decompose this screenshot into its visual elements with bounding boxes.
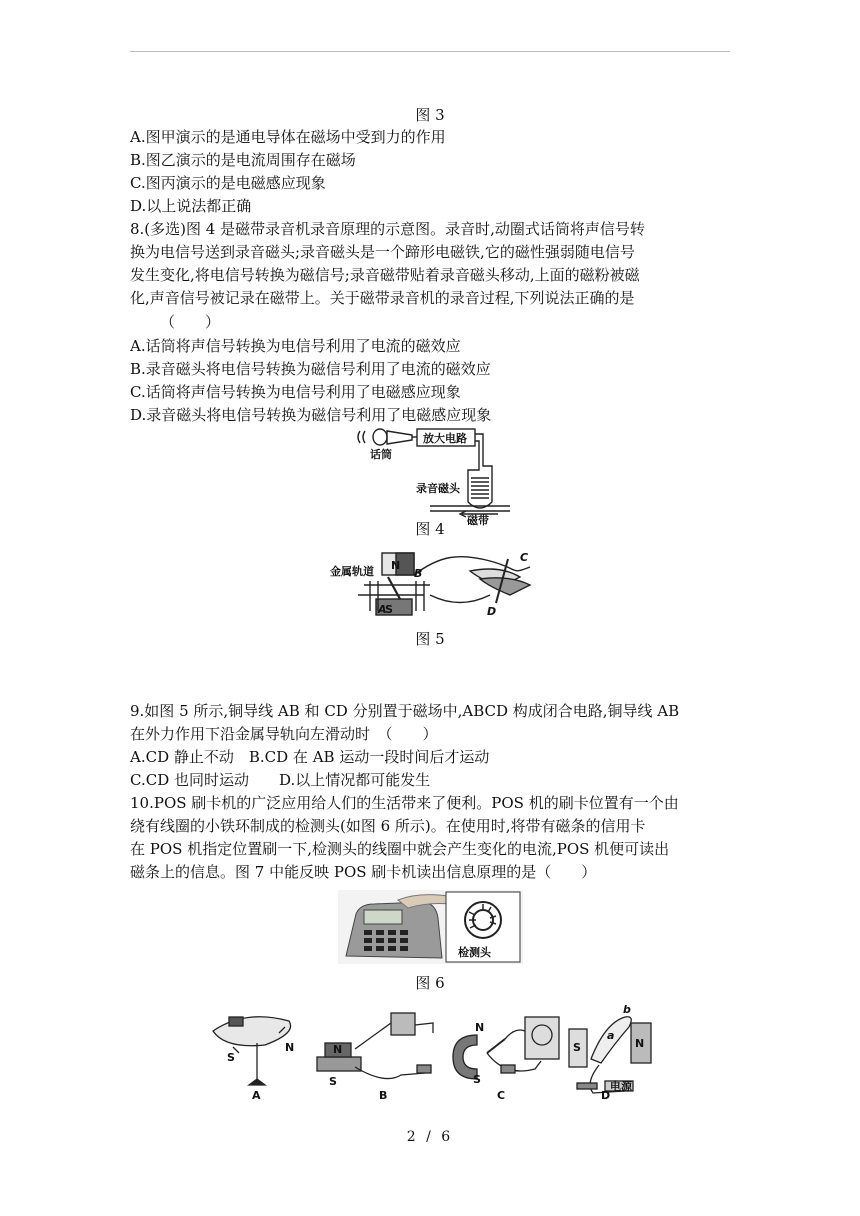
fig7-d-power-label: 电源: [610, 1080, 632, 1093]
q8-stem-line-4: 化,声音信号被记录在磁带上。关于磁带录音机的录音过程,下列说法正确的是: [130, 289, 635, 307]
fig5-n-label: N: [391, 559, 401, 572]
q10-stem-line-3: 在 POS 机指定位置刷一下,检测头的线圈中就会产生变化的电流,POS 机便可读出: [130, 840, 670, 858]
fig7-d-b-label: b: [623, 1003, 631, 1016]
fig7-d-s-label: S: [573, 1041, 581, 1054]
q9-options-line-2: C.CD 也同时运动 D.以上情况都可能发生: [130, 771, 431, 789]
fig4-tape-label: 磁带: [467, 514, 489, 527]
fig7-option-c-label: C: [497, 1089, 506, 1102]
fig5-b-label: B: [414, 567, 423, 580]
fig7-c-s-label: S: [473, 1073, 481, 1086]
fig5-a-label: A: [378, 603, 387, 616]
fig7-option-b-label: B: [379, 1089, 388, 1102]
fig4-head-label: 录音磁头: [416, 482, 460, 495]
fig7-option-a-label: A: [252, 1089, 261, 1102]
fig6-pos-photo: [338, 890, 523, 964]
fig7-d-a-label: a: [607, 1029, 615, 1042]
fig7-options-diagram: [205, 1003, 655, 1103]
q10-stem-line-2: 绕有线圈的小铁环制成的检测头(如图 6 所示)。在使用时,将带有磁条的信用卡: [130, 817, 646, 835]
page-number: 2 / 6: [406, 1129, 454, 1145]
header-rule: [130, 51, 730, 52]
fig7-c-n-label: N: [475, 1021, 485, 1034]
q7-option-a: A.图甲演示的是通电导体在磁场中受到力的作用: [130, 128, 446, 146]
fig5-c-label: C: [520, 551, 529, 564]
q8-option-c: C.话筒将声信号转换为电信号利用了电磁感应现象: [130, 383, 461, 401]
fig4-diagram: [350, 426, 520, 527]
q10-stem-line-1: 10.POS 刷卡机的广泛应用给人们的生活带来了便利。POS 机的刷卡位置有一个由: [130, 794, 679, 812]
q8-stem-line-2: 换为电信号送到录音磁头;录音磁头是一个蹄形电磁铁,它的磁性强弱随电信号: [130, 243, 635, 261]
fig5-diagram: [330, 545, 540, 625]
fig3-caption: 图 3: [415, 106, 445, 124]
fig6-detector-label: 检测头: [458, 946, 491, 959]
q7-option-c: C.图丙演示的是电磁感应现象: [130, 174, 326, 192]
q7-option-d: D.以上说法都正确: [130, 197, 252, 215]
q10-stem-line-4: 磁条上的信息。图 7 中能反映 POS 刷卡机读出信息原理的是（ ）: [130, 863, 597, 881]
fig7-d-n-label: N: [635, 1037, 645, 1050]
fig7-option-d-label: D: [601, 1089, 611, 1102]
fig7-b-n-label: N: [333, 1043, 343, 1056]
fig5-s-label: S: [385, 603, 393, 616]
q8-option-d: D.录音磁头将电信号转换为磁信号利用了电磁感应现象: [130, 406, 492, 424]
fig7-b-s-label: S: [329, 1075, 337, 1088]
q8-stem-line-3: 发生变化,将电信号转换为磁信号;录音磁带贴着录音磁头移动,上面的磁粉被磁: [130, 266, 640, 284]
fig5-d-label: D: [487, 605, 497, 618]
fig4-caption: 图 4: [415, 520, 445, 538]
fig5-caption: 图 5: [415, 630, 445, 648]
q9-stem-line-1: 9.如图 5 所示,铜导线 AB 和 CD 分别置于磁场中,ABCD 构成闭合电路,铜导线 AB: [130, 702, 680, 720]
q7-option-b: B.图乙演示的是电流周围存在磁场: [130, 151, 356, 169]
fig4-amp-label: 放大电路: [423, 432, 467, 445]
fig7-a-n-label: N: [285, 1041, 295, 1054]
fig4-mic-label: 话筒: [370, 448, 392, 461]
q9-options-line-1: A.CD 静止不动 B.CD 在 AB 运动一段时间后才运动: [130, 748, 490, 766]
fig6-caption: 图 6: [415, 974, 445, 992]
q8-stem-line-1: 8.(多选)图 4 是磁带录音机录音原理的示意图。录音时,动圈式话筒将声信号转: [130, 220, 645, 238]
q8-option-b: B.录音磁头将电信号转换为磁信号利用了电流的磁效应: [130, 360, 491, 378]
fig7-a-s-label: S: [227, 1051, 235, 1064]
fig5-rail-label: 金属轨道: [330, 565, 374, 578]
q8-answer-bracket: （ ）: [160, 313, 221, 331]
q9-stem-line-2: 在外力作用下沿金属导轨向左滑动时 （ ）: [130, 725, 438, 743]
q8-option-a: A.话筒将声信号转换为电信号利用了电流的磁效应: [130, 337, 461, 355]
